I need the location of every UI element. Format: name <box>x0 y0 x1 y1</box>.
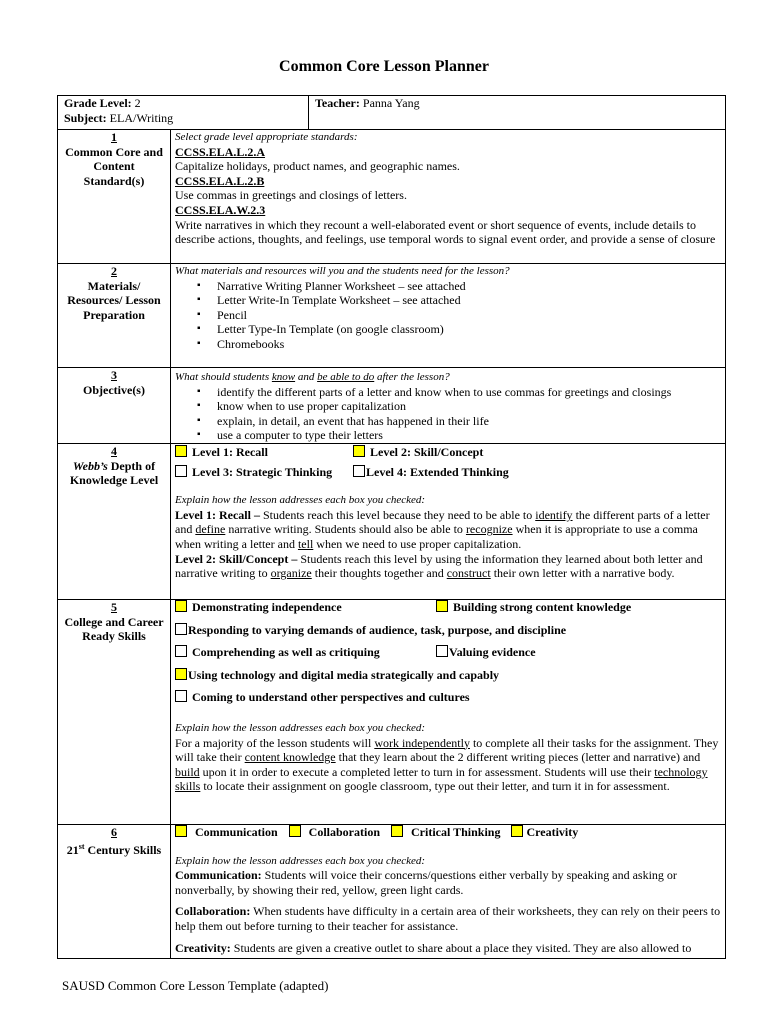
section-title: Materials/ Resources/ Lesson Preparation <box>67 278 161 322</box>
checkbox-checked-icon[interactable] <box>391 825 403 837</box>
section-5-content <box>171 599 726 824</box>
communication-explanation: Communication: Students will voice their concerns/questions either verbally by speaking and asking or nonverbally, by showing their red, yellow, green light cards. <box>175 868 677 897</box>
section-prompt: Explain how the lesson addresses each box you checked: <box>175 854 426 867</box>
section-3-heading <box>58 368 171 444</box>
section-6-content <box>171 824 726 958</box>
section-number: 2 <box>111 264 117 278</box>
section-number: 4 <box>111 443 117 458</box>
lesson-planner-table <box>57 95 726 959</box>
section-prompt: What materials and resources will you and the students need for the lesson? <box>175 265 510 277</box>
list-item: ▪ Letter Write-In Template Worksheet – see attached <box>217 293 721 308</box>
objectives-list <box>175 385 721 443</box>
list-item: ▪ Pencil <box>217 308 721 323</box>
section-4-heading <box>58 443 171 599</box>
section-6-heading <box>58 824 171 958</box>
materials-list <box>175 279 721 352</box>
checkbox-checked-icon[interactable] <box>175 668 187 680</box>
collaboration-explanation: Collaboration: When students have difficulty in a certain area of their worksheets, they can rely on their peers to help them out before turning to their teacher for assistance. <box>175 904 721 933</box>
list-item: ▪ use a computer to type their letters <box>217 428 721 443</box>
header-row <box>58 96 726 130</box>
grade-value: 2 <box>134 96 141 110</box>
checkbox-icon[interactable] <box>436 645 448 657</box>
skill-collaboration[interactable]: Collaboration <box>289 825 380 840</box>
list-item: ▪ Chromebooks <box>217 337 721 352</box>
skill-content-knowledge[interactable]: Building strong content knowledge <box>436 600 631 615</box>
section-title: Webb’s Depth of Knowledge Level <box>69 458 159 488</box>
standard-code: CCSS.ELA.L.2.A <box>175 144 266 159</box>
list-item: ▪ know when to use proper capitalization <box>217 399 721 414</box>
section-4-content <box>171 443 726 599</box>
grade-subject-cell <box>58 96 309 130</box>
section-number: 1 <box>111 130 117 144</box>
dok-level-4[interactable]: Level 4: Extended Thinking <box>353 465 509 480</box>
skill-creativity[interactable]: Creativity <box>511 825 578 840</box>
standard-text: Use commas in greetings and closings of letters. <box>175 188 407 203</box>
skill-communication[interactable]: Communication <box>175 825 278 840</box>
section-title: Common Core and Content Standard(s) <box>65 144 163 188</box>
section-2-content <box>171 264 726 368</box>
skill-comprehending[interactable]: Comprehending as well as critiquing <box>175 645 436 660</box>
teacher-value: Panna Yang <box>362 96 420 110</box>
standard-code: CCSS.ELA.L.2.B <box>175 173 265 188</box>
list-item: ▪ Narrative Writing Planner Worksheet – see attached <box>217 279 721 294</box>
subject-value: ELA/Writing <box>109 110 174 125</box>
dok-level-2[interactable]: Level 2: Skill/Concept <box>353 445 483 460</box>
checkbox-checked-icon[interactable] <box>175 445 187 457</box>
standard-code: CCSS.ELA.W.2.3 <box>175 202 266 217</box>
level-2-explanation: Level 2: Skill/Concept – Students reach this level by using the information they learned about both letter and narrative writing to organize their thoughts together and construct their own letter with a narrative body. <box>175 551 703 581</box>
section-1-row <box>58 130 726 264</box>
section-5-explanation: For a majority of the lesson students will work independently to complete all their tasks for the assignment. They will take their content knowledge that they learn about the 2 different writing pieces (letter and narrative) and build upon it in order to execute a completed letter to turn in for assessment. Students will use their technology skills to locate their assignment on google classroom, type out their letter, and turn it in for assessment. <box>175 735 719 794</box>
section-6-row <box>58 824 726 958</box>
section-2-heading <box>58 264 171 368</box>
teacher-label: Teacher: <box>315 96 360 110</box>
subject-label: Subject: <box>64 110 107 125</box>
checkbox-icon[interactable] <box>353 465 365 477</box>
list-item: ▪ Letter Type-In Template (on google classroom) <box>217 322 721 337</box>
checkbox-icon[interactable] <box>175 645 187 657</box>
section-prompt: Explain how the lesson addresses each box you checked: <box>175 721 426 734</box>
section-2-row <box>58 264 726 368</box>
list-item: ▪ identify the different parts of a letter and know when to use commas for greetings and closings <box>217 385 721 400</box>
checkbox-checked-icon[interactable] <box>289 825 301 837</box>
section-prompt: What should students know and be able to do after the lesson? <box>175 371 450 383</box>
section-title: College and Career Ready Skills <box>64 614 164 644</box>
checkbox-checked-icon[interactable] <box>511 825 523 837</box>
section-4-row <box>58 443 726 599</box>
section-number: 5 <box>111 599 117 614</box>
checkbox-checked-icon[interactable] <box>175 600 187 612</box>
page-footer: SAUSD Common Core Lesson Template (adapted) <box>62 978 329 993</box>
section-prompt: Select grade level appropriate standards: <box>175 131 358 143</box>
skill-evidence[interactable]: Valuing evidence <box>436 645 536 660</box>
skill-critical-thinking[interactable]: Critical Thinking <box>391 825 500 840</box>
section-1-heading <box>58 130 171 264</box>
list-item: ▪ explain, in detail, an event that has happened in their life <box>217 414 721 429</box>
standard-text: Write narratives in which they recount a well-elaborated event or short sequence of events, include details to describe actions, thoughts, and feelings, use temporal words to signal event order, and provide a sense of closure <box>175 217 716 247</box>
checkbox-checked-icon[interactable] <box>175 825 187 837</box>
checkbox-icon[interactable] <box>175 690 187 702</box>
skill-responding[interactable]: Responding to varying demands of audience, task, purpose, and discipline <box>175 623 566 638</box>
section-title: 21st Century Skills <box>66 841 162 857</box>
skill-independence[interactable]: Demonstrating independence <box>175 600 436 615</box>
section-1-content <box>171 130 726 264</box>
page-title: Common Core Lesson Planner <box>279 58 489 75</box>
section-3-row <box>58 368 726 444</box>
creativity-explanation: Creativity: Students are given a creative outlet to share about a place they visited. They are also allowed to <box>175 940 692 955</box>
section-number: 3 <box>111 368 117 382</box>
section-5-heading <box>58 599 171 824</box>
dok-level-3[interactable]: Level 3: Strategic Thinking <box>175 465 353 480</box>
teacher-cell <box>309 96 726 130</box>
level-1-explanation: Level 1: Recall – Students reach this level because they need to be able to identify the different parts of a letter and define narrative writing. Students should also be able to recognize when it is appropriate to use a comma when writing a letter and tell when we need to use proper capitalization. <box>175 507 710 551</box>
skill-perspectives[interactable]: Coming to understand other perspectives and cultures <box>175 690 470 705</box>
section-title: Objective(s) <box>83 382 145 397</box>
skill-technology[interactable]: Using technology and digital media strategically and capably <box>175 668 499 683</box>
checkbox-checked-icon[interactable] <box>436 600 448 612</box>
section-prompt: Explain how the lesson addresses each box you checked: <box>175 494 426 507</box>
checkbox-icon[interactable] <box>175 623 187 635</box>
section-3-content <box>171 368 726 444</box>
grade-label: Grade Level: <box>64 96 132 110</box>
checkbox-icon[interactable] <box>175 465 187 477</box>
section-5-row <box>58 599 726 824</box>
standard-text: Capitalize holidays, product names, and geographic names. <box>175 159 460 174</box>
dok-level-1[interactable]: Level 1: Recall <box>175 445 353 460</box>
section-number: 6 <box>111 824 117 839</box>
checkbox-checked-icon[interactable] <box>353 445 365 457</box>
